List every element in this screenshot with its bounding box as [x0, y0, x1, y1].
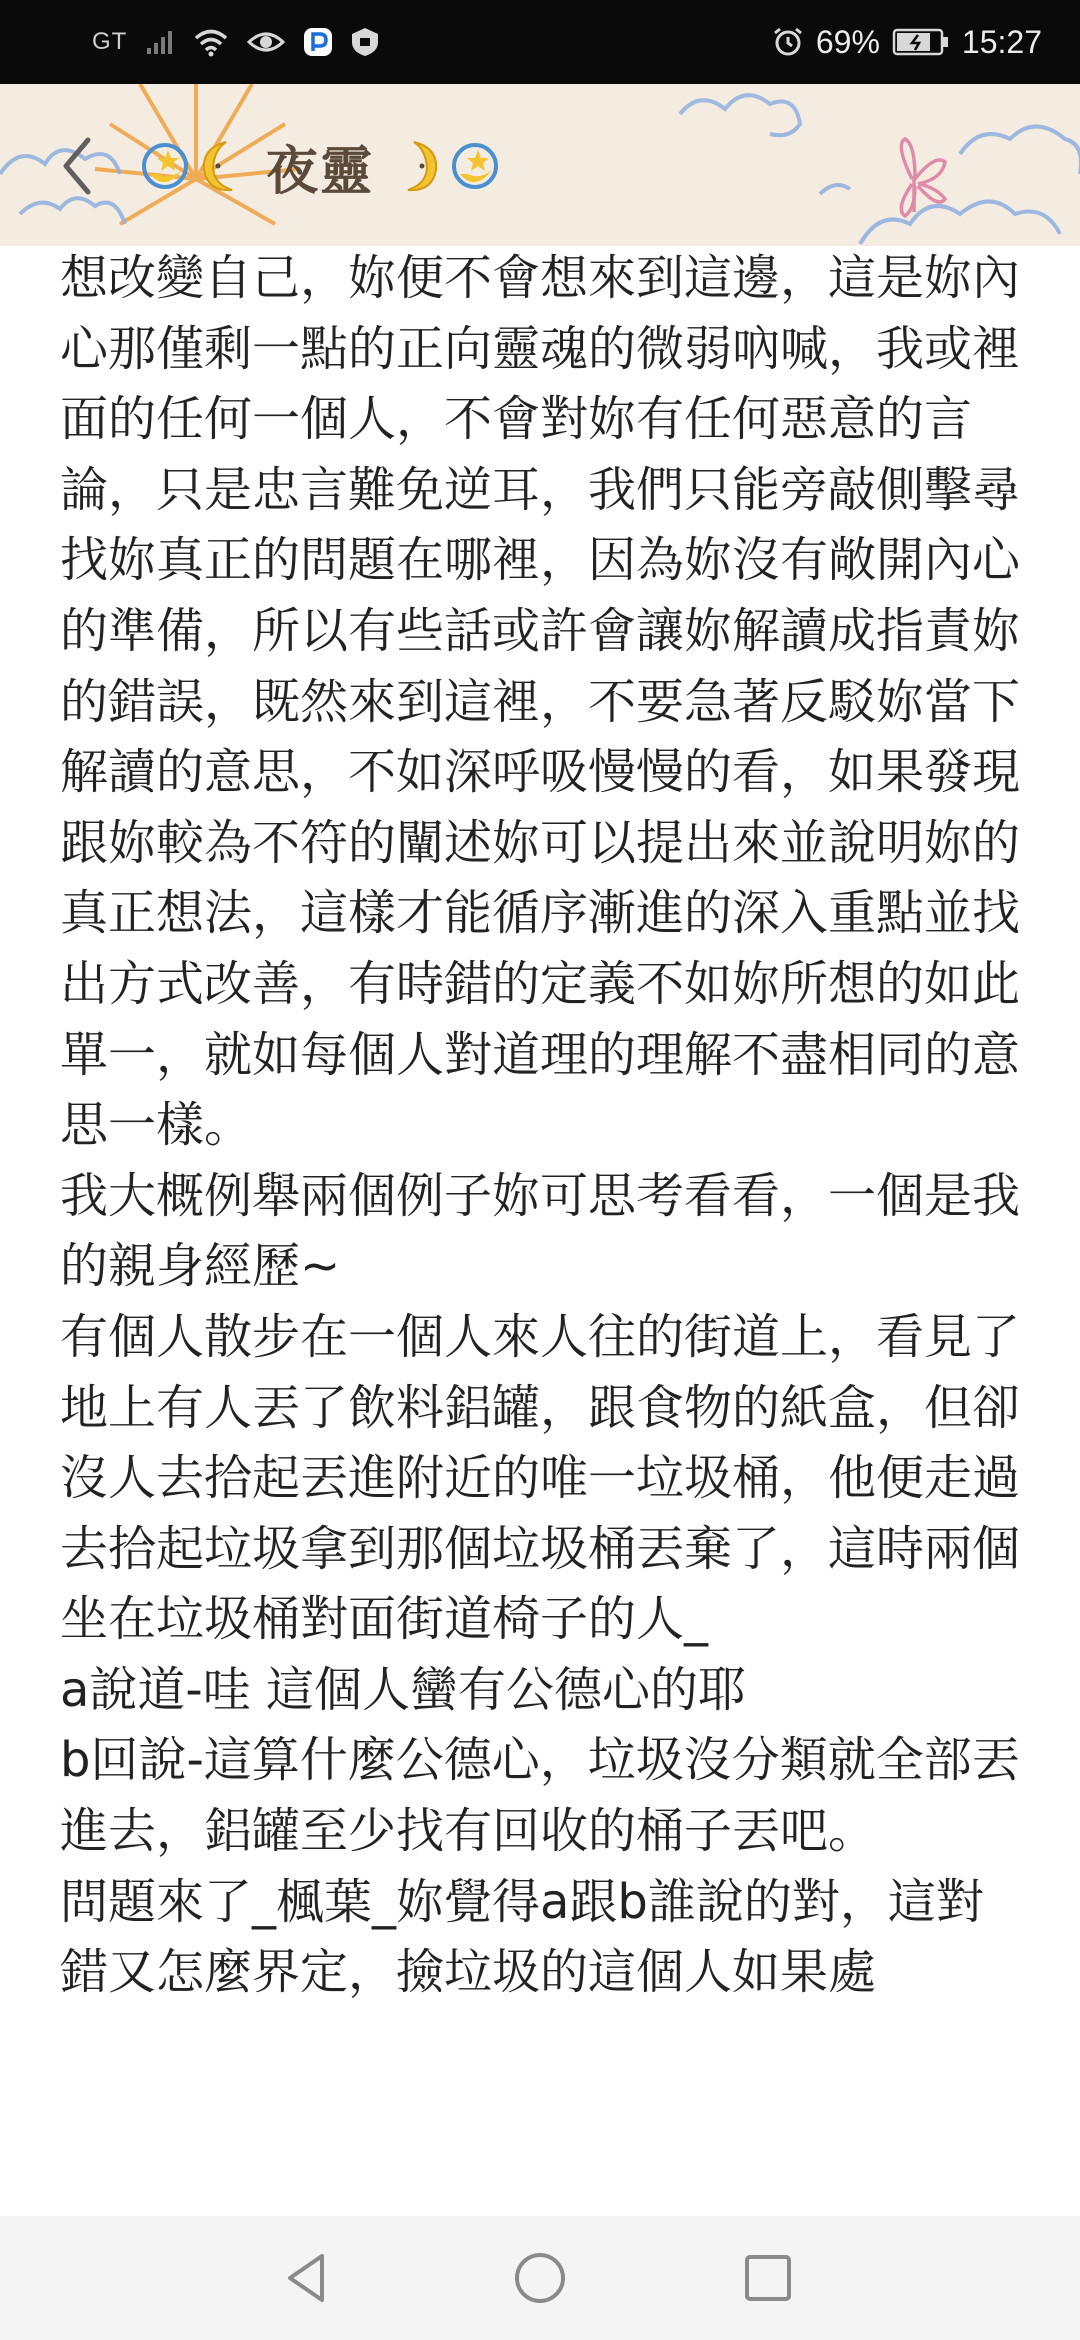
- content-paragraph: b回說-這算什麼公德心，垃圾沒分類就全部丟進去，鋁罐至少找有回收的桶子丟吧。: [60, 1732, 1020, 1860]
- chevron-left-icon: [48, 130, 108, 202]
- nav-back-button[interactable]: [278, 2248, 338, 2308]
- header-title: 夜靈: [266, 141, 375, 202]
- p-app-icon: [303, 27, 333, 57]
- crescent-moon-emoji: [196, 136, 246, 196]
- battery-percent: 69%: [815, 23, 880, 60]
- eye-icon: [247, 28, 285, 56]
- chat-header: [0, 84, 1080, 246]
- status-right: [772, 0, 1042, 84]
- carrier-label: GT: [92, 28, 128, 55]
- nav-home-button[interactable]: [510, 2248, 570, 2308]
- alarm-icon: [772, 26, 804, 58]
- content-paragraph: 我大概例舉兩個例子妳可思考看看，一個是我的親身經歷~: [60, 1167, 1020, 1295]
- content-paragraph: 想改變自己，妳便不會想來到這邊，這是妳內心那僅剩一點的正向靈魂的微弱吶喊，我或裡面的任何一個人，不會對妳有任何惡意的言論，只是忠言難免逆耳，我們只能旁敲側擊尋找妳真正的問題在哪裡，因為妳沒有敞開內心的準備，所以有些話或許會讓妳解讀成指責妳的錯誤，既然來到這裡，不要急著反駁妳當下解讀的意思，不如深呼吸慢慢的看，如果發現跟妳較為不符的闡述妳可以提出來並說明妳的真正想法，這樣才能循序漸進的深入重點並找出方式改善，有時錯的定義不如妳所想的如此單一，就如每個人對道理的理解不盡相同的意思一樣。: [60, 250, 1020, 1154]
- recents-square-icon: [738, 2248, 798, 2308]
- signal-icon: [145, 28, 175, 56]
- nav-recents-button[interactable]: [738, 2248, 798, 2308]
- content-paragraph: a說道-哇 這個人蠻有公德心的耶: [60, 1661, 746, 1718]
- crescent-moon-emoji: [394, 136, 444, 196]
- battery-icon: [892, 27, 950, 57]
- shield-icon: [351, 27, 379, 57]
- content-paragraph: 有個人散步在一個人來人往的街道上，看見了地上有人丟了飲料鋁罐，跟食物的紙盒，但卻沒人去拾起丟進附近的唯一垃圾桶，他便走過去拾起垃圾拿到那個垃圾桶丟棄了，這時兩個坐在垃圾桶對面街道椅子的人_: [60, 1308, 1020, 1648]
- system-nav-bar: [0, 2216, 1080, 2340]
- moon-star-emoji: [140, 136, 190, 196]
- wifi-icon: [193, 27, 229, 57]
- back-button[interactable]: [48, 130, 108, 202]
- post-content: [60, 246, 1020, 2216]
- header-title-group: [140, 124, 500, 208]
- home-circle-icon: [510, 2248, 570, 2308]
- status-left: [92, 0, 379, 84]
- back-triangle-icon: [278, 2248, 338, 2308]
- content-paragraph: 問題來了_楓葉_妳覺得a跟b誰說的對，這對錯又怎麼界定，撿垃圾的這個人如果處: [60, 1873, 984, 2001]
- clock-time: 15:27: [961, 23, 1042, 60]
- status-bar: [0, 0, 1080, 84]
- moon-star-emoji: [450, 136, 500, 196]
